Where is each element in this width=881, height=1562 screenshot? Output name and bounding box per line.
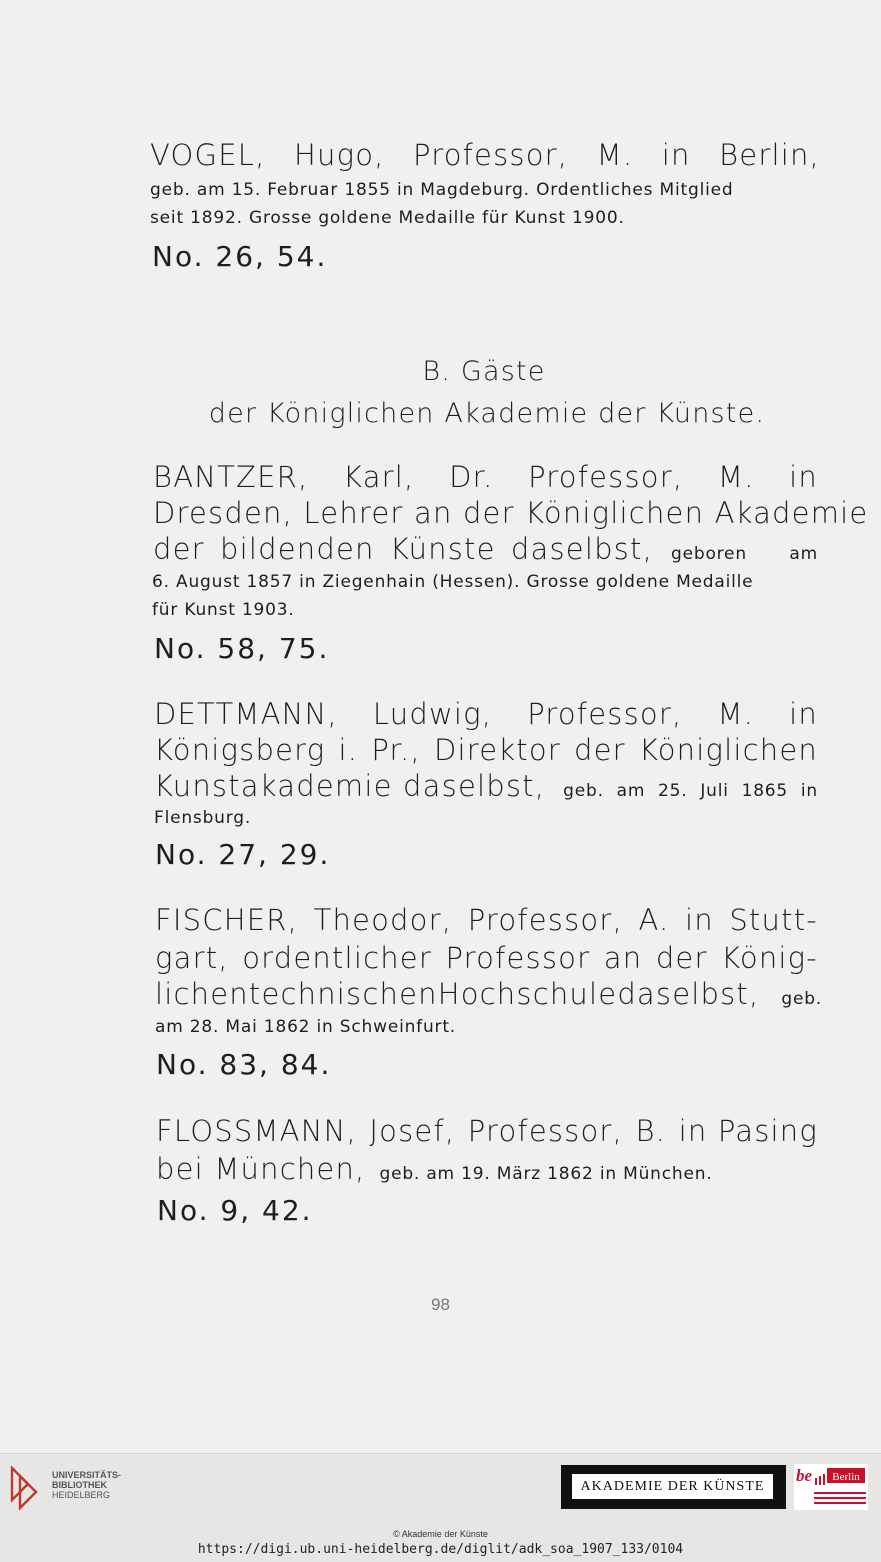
permalink-url[interactable]: https://digi.ub.uni-heidelberg.de/diglit/adk_soa_1907_133/0104 xyxy=(197,1542,684,1557)
university-library-name: UNIVERSITÄTS- BIBLIOTHEK HEIDELBERG xyxy=(52,1470,122,1500)
entry-bantzer-line5: für Kunst 1903. xyxy=(152,600,295,620)
entry-fischer-line3: lichen technischen Hochschule daselbst, geb. xyxy=(155,977,823,1011)
page-number: 98 xyxy=(431,1295,450,1314)
entry-bantzer-line4: 6. August 1857 in Ziegenhain (Hessen). Grosse goldene Medaille xyxy=(152,572,754,592)
entry-fischer-line4: am 28. Mai 1862 in Schweinfurt. xyxy=(155,1017,456,1037)
entry-vogel-line3: seit 1892. Grosse goldene Medaille für Kunst 1900. xyxy=(150,208,625,228)
section-subheading: der Königlichen Akademie der Künste. xyxy=(208,398,766,429)
akademie-logo[interactable] xyxy=(561,1465,786,1509)
entry-fischer-line2: gart, ordentlicher Professor an der König- xyxy=(155,941,818,975)
entry-name: VOGEL, xyxy=(150,138,266,172)
copyright-notice: © Akademie der Künste xyxy=(393,1529,488,1539)
svg-text:Berlin: Berlin xyxy=(832,1471,860,1483)
akademie-logo-label: AKADEMIE DER KÜNSTE xyxy=(572,1474,773,1499)
entry-dettmann-line3: Kunstakademie daselbst, geb. am 25. Juli 1865 in xyxy=(154,769,818,803)
svg-text:be: be xyxy=(796,1466,813,1485)
viewer-footer xyxy=(0,1453,881,1562)
section-heading: B. Gäste xyxy=(422,356,546,387)
entry-flossmann-numbers: No. 9, 42. xyxy=(157,1194,313,1227)
entry-dettmann-numbers: No. 27, 29. xyxy=(155,838,331,871)
berlin-logo-icon[interactable] xyxy=(794,1464,868,1510)
entry-bantzer-numbers: No. 58, 75. xyxy=(154,632,330,665)
entry-bantzer-line3: der bildenden Künste daselbst, geboren am xyxy=(153,532,818,566)
university-library-logo-icon[interactable] xyxy=(8,1462,50,1514)
entry-vogel-numbers: No. 26, 54. xyxy=(152,240,328,273)
entry-fischer-line1: FISCHER, Theodor, Professor, A. in Stutt- xyxy=(155,903,818,937)
entry-flossmann-line1: FLOSSMANN, Josef, Professor, B. in Pasing xyxy=(156,1114,818,1148)
entry-fischer-numbers: No. 83, 84. xyxy=(156,1048,332,1081)
entry-bantzer-line2: Dresden, Lehrer an der Königlichen Akademie xyxy=(153,496,869,530)
entry-dettmann-line4: Flensburg. xyxy=(154,808,252,828)
entry-bantzer-line1: BANTZER, Karl, Dr. Professor, M. in xyxy=(153,460,818,494)
entry-vogel-line2: geb. am 15. Februar 1855 in Magdeburg. Ordentliches Mitglied xyxy=(150,180,734,200)
entry-dettmann-line1: DETTMANN, Ludwig, Professor, M. in xyxy=(154,697,818,731)
entry-dettmann-line2: Königsberg i. Pr., Direktor der Königlichen xyxy=(154,733,818,767)
entry-vogel-line1: VOGEL, Hugo, Professor, M. in Berlin, xyxy=(150,138,820,172)
entry-flossmann-line2: bei München, geb. am 19. März 1862 in München. xyxy=(156,1152,713,1186)
